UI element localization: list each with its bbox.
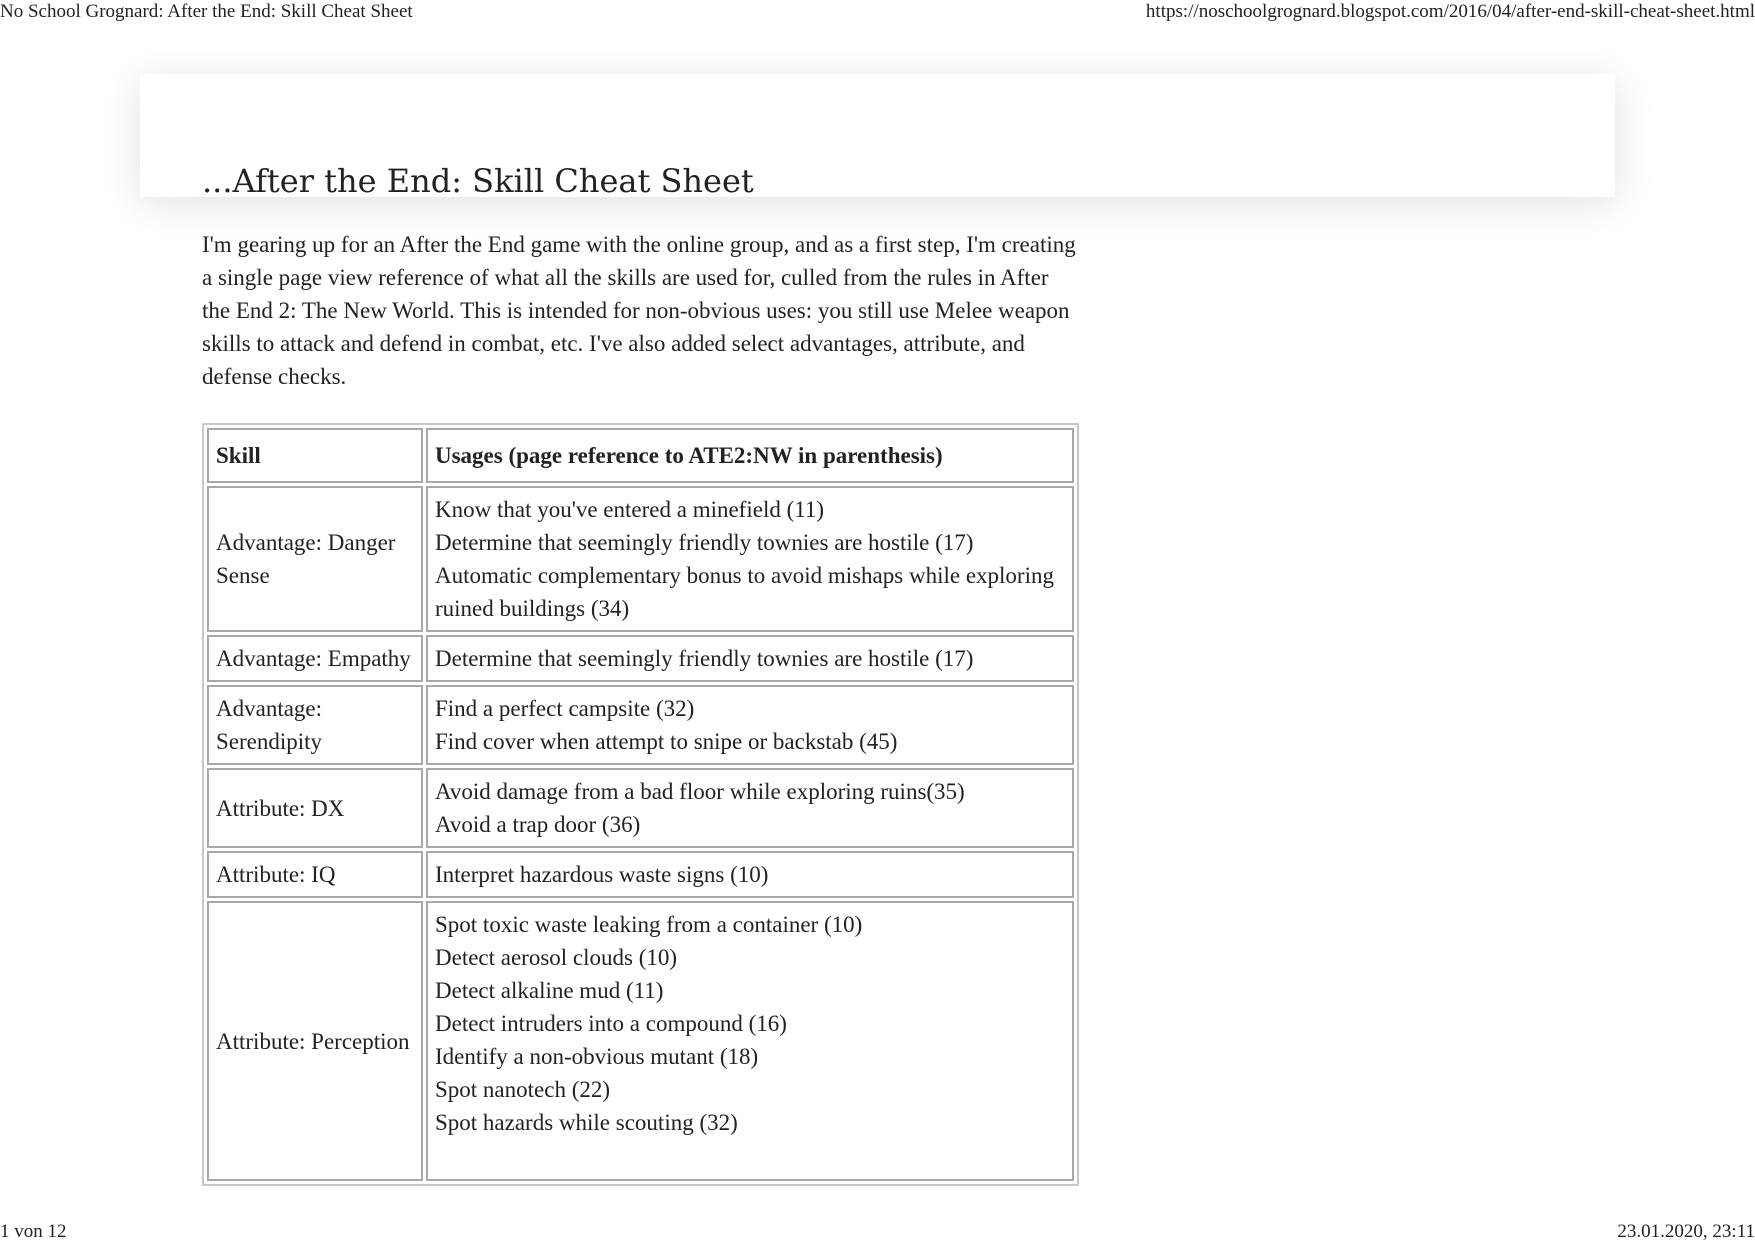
- usage-item: Determine that seemingly friendly townies are hostile (17): [435, 530, 974, 555]
- skill-cell: Advantage: Serendipity: [207, 685, 423, 765]
- usage-item: Avoid a trap door (36): [435, 812, 641, 837]
- usage-item: Detect intruders into a compound (16): [435, 1011, 787, 1036]
- skill-table: [202, 423, 1079, 1186]
- table-row: [207, 851, 1074, 898]
- header-skill: Skill: [207, 428, 423, 483]
- skill-cell: Attribute: IQ: [207, 851, 423, 898]
- skill-cell: Attribute: DX: [207, 768, 423, 848]
- post-title: ...After the End: Skill Cheat Sheet: [202, 162, 754, 200]
- table-row: [207, 486, 1074, 632]
- usages-cell: [426, 486, 1074, 632]
- table-row: [207, 685, 1074, 765]
- usage-item: Determine that seemingly friendly townies are hostile (17): [435, 646, 974, 671]
- usages-cell: [426, 685, 1074, 765]
- usages-cell: [426, 901, 1074, 1181]
- print-footer-datetime: 23.01.2020, 23:11: [1617, 1221, 1755, 1242]
- usage-item: Identify a non-obvious mutant (18): [435, 1044, 759, 1069]
- skill-cell: Attribute: Perception: [207, 901, 423, 1181]
- usages-cell: [426, 768, 1074, 848]
- usage-item: Detect aerosol clouds (10): [435, 945, 678, 970]
- usage-item: Know that you've entered a minefield (11): [435, 497, 825, 522]
- post-intro: I'm gearing up for an After the End game with the online group, and as a first step, I'm creating a single page view reference of what all the skills are used for, culled from the rules in After the End 2: The New World. This is intended for non-obvious uses: you still use Melee weapon skills to attack and defend in combat, etc. I've also added select advantages, attribute, and defense checks.: [202, 232, 1076, 389]
- table-header-row: [207, 428, 1074, 483]
- print-header-url: https://noschoolgrognard.blogspot.com/2016/04/after-end-skill-cheat-sheet.html: [1145, 1, 1755, 22]
- skill-cell: Advantage: Danger Sense: [207, 486, 423, 632]
- skill-cell: Advantage: Empathy: [207, 635, 423, 682]
- usages-cell: [426, 851, 1074, 898]
- header-usages: Usages (page reference to ATE2:NW in parenthesis): [426, 428, 1074, 483]
- print-footer-page-number: 1 von 12: [0, 1221, 67, 1242]
- usage-item: Interpret hazardous waste signs (10): [435, 862, 769, 887]
- usage-item: Find a perfect campsite (32): [435, 696, 695, 721]
- usage-item: Find cover when attempt to snipe or backstab (45): [435, 729, 898, 754]
- usage-item: Avoid damage from a bad floor while exploring ruins(35): [435, 779, 965, 804]
- usage-item: Spot toxic waste leaking from a container (10): [435, 912, 863, 937]
- post-body: [202, 228, 1082, 1186]
- usage-item: Automatic complementary bonus to avoid mishaps while exploring ruined buildings (34): [435, 563, 1054, 621]
- print-header-title: No School Grognard: After the End: Skill Cheat Sheet: [0, 1, 413, 22]
- table-row: [207, 768, 1074, 848]
- table-row: [207, 901, 1074, 1181]
- usage-item: Detect alkaline mud (11): [435, 978, 664, 1003]
- usages-cell: [426, 635, 1074, 682]
- usage-item: Spot hazards while scouting (32): [435, 1110, 738, 1135]
- table-row: [207, 635, 1074, 682]
- usage-item: Spot nanotech (22): [435, 1077, 611, 1102]
